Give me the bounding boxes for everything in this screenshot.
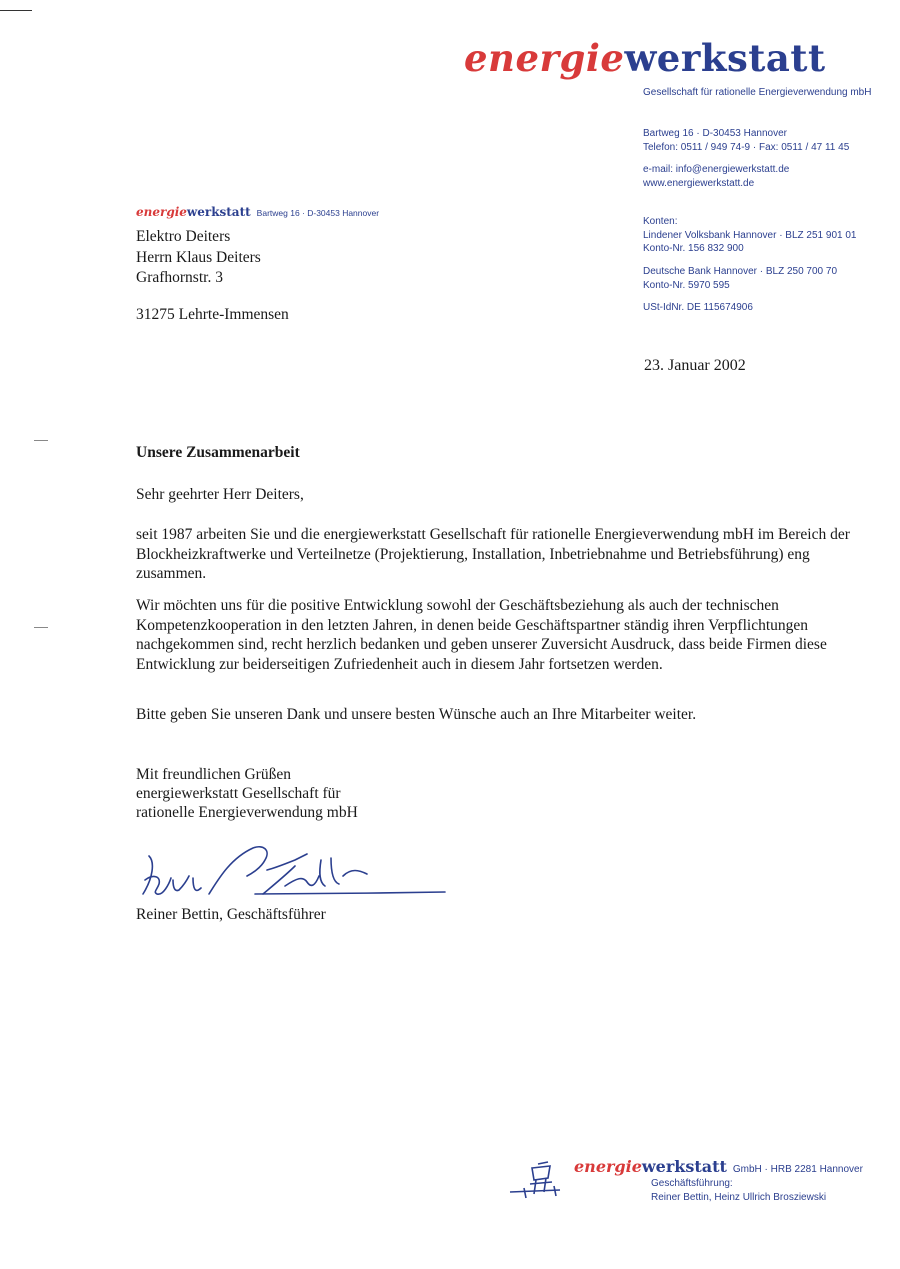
letter-subject: Unsere Zusammenarbeit bbox=[136, 444, 300, 461]
contact-online-block bbox=[643, 163, 789, 190]
recipient-address bbox=[136, 227, 261, 289]
recipient-city: 31275 Lehrte-Immensen bbox=[136, 306, 289, 323]
body-paragraph-3: Bitte geben Sie unseren Dank und unsere besten Wünsche auch an Ihre Mitarbeiter weiter. bbox=[136, 706, 697, 723]
contact-web: www.energiewerkstatt.de bbox=[643, 177, 755, 189]
logo-word-werkstatt: werkstatt bbox=[624, 36, 826, 80]
letter-date: 23. Januar 2002 bbox=[644, 357, 746, 374]
vat-id: USt-IdNr. DE 115674906 bbox=[643, 302, 753, 313]
bank-2-account: Konto-Nr. 5970 595 bbox=[643, 279, 730, 291]
footer-registration: GmbH · HRB 2281 Hannover bbox=[732, 1164, 863, 1175]
bank-2: Deutsche Bank Hannover · BLZ 250 700 70 bbox=[643, 266, 838, 277]
contact-address: Bartweg 16 · D-30453 Hannover bbox=[643, 128, 787, 139]
footer-logo: energiewerkstatt bbox=[574, 1157, 727, 1176]
footer-management-label: Geschäftsführung: bbox=[651, 1178, 733, 1189]
punch-mark bbox=[34, 627, 48, 628]
recipient-street: Grafhornstr. 3 bbox=[136, 269, 223, 286]
closing-company-line-1: energiewerkstatt Gesellschaft für bbox=[136, 785, 341, 802]
bank-1: Lindener Volksbank Hannover · BLZ 251 901 01 bbox=[643, 229, 857, 241]
salutation: Sehr geehrter Herr Deiters, bbox=[136, 486, 304, 503]
footer-company-line bbox=[574, 1157, 863, 1177]
footer-management bbox=[651, 1177, 826, 1205]
bank-block-1 bbox=[643, 215, 856, 256]
letterhead-logo bbox=[464, 36, 826, 80]
fold-mark bbox=[34, 440, 48, 441]
contact-address-block bbox=[643, 127, 849, 154]
signatory-name: Reiner Bettin, Geschäftsführer bbox=[136, 906, 326, 923]
sender-return-line bbox=[136, 203, 379, 221]
body-paragraph-2: Wir möchten uns für die positive Entwicklung sowohl der Geschäftsbeziehung als auch der technischen Kompetenzkooperation in den letzten Jahren, in denen beide Geschäftspartner ständig ihren Verpflichtungen nachgekommen sind, recht herzlich bedanken und geben unserer Zuversicht Ausdruck, dass beide Firmen diese Entwicklung zur beiderseitigen Zufriedenheit auch in diesem Jahr fortsetzen werden. bbox=[136, 597, 827, 673]
closing-block bbox=[136, 765, 358, 822]
closing-company-line-2: rationelle Energieverwendung mbH bbox=[136, 804, 358, 821]
sender-address: Bartweg 16 · D-30453 Hannover bbox=[256, 208, 380, 218]
sender-logo: energiewerkstatt bbox=[136, 205, 251, 219]
bank-block-2 bbox=[643, 265, 837, 292]
logo-word-energie: energie bbox=[464, 36, 625, 80]
contact-phone-fax: Telefon: 0511 / 949 74-9 · Fax: 0511 / 47 11 45 bbox=[643, 141, 850, 153]
contact-email: e-mail: info@energiewerkstatt.de bbox=[643, 164, 790, 175]
fold-mark-top bbox=[0, 10, 32, 11]
accounts-label: Konten: bbox=[643, 216, 678, 227]
handwritten-signature bbox=[135, 838, 455, 904]
body-paragraph-1: seit 1987 arbeiten Sie und die energiewerkstatt Gesellschaft für rationelle Energieverwendung mbH im Bereich der Blockheizkraftwerke und Verteilnetze (Projektierung, Installation, Inbetriebnahme und Betriebsführung) eng zusammen. bbox=[136, 526, 850, 582]
company-emblem-icon bbox=[508, 1158, 568, 1204]
recipient-company: Elektro Deiters bbox=[136, 228, 231, 245]
letterhead-tagline: Gesellschaft für rationelle Energieverwendung mbH bbox=[643, 87, 872, 98]
recipient-person: Herrn Klaus Deiters bbox=[136, 248, 261, 266]
bank-1-account: Konto-Nr. 156 832 900 bbox=[643, 243, 744, 254]
closing-greeting: Mit freundlichen Grüßen bbox=[136, 766, 291, 783]
footer-management-names: Reiner Bettin, Heinz Ullrich Brosziewski bbox=[651, 1192, 827, 1203]
